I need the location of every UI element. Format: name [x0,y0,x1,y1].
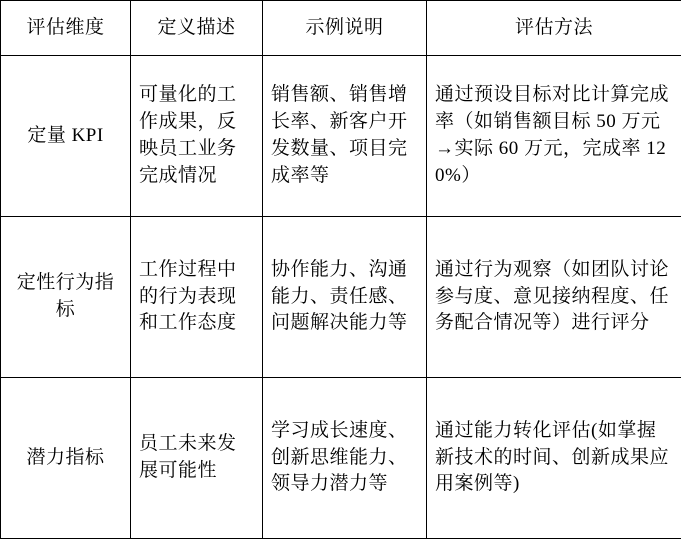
cell-example: 学习成长速度、创新思维能力、领导力潜力等 [263,378,427,539]
column-header-dimension: 评估维度 [1,1,131,56]
table-row [1,56,681,217]
cell-example: 协作能力、沟通能力、责任感、问题解决能力等 [263,217,427,378]
cell-dimension: 潜力指标 [1,378,131,539]
cell-definition: 可量化的工作成果，反映员工业务完成情况 [131,56,263,217]
cell-dimension: 定性行为指标 [1,217,131,378]
column-header-method: 评估方法 [427,1,681,56]
table-body [1,56,681,539]
table-row [1,217,681,378]
table-header-row [1,1,681,56]
cell-dimension: 定量 KPI [1,56,131,217]
cell-example: 销售额、销售增长率、新客户开发数量、项目完成率等 [263,56,427,217]
cell-method: 通过预设目标对比计算完成率（如销售额目标 50 万元→实际 60 万元，完成率 120%） [427,56,681,217]
cell-method: 通过行为观察（如团队讨论参与度、意见接纳程度、任务配合情况等）进行评分 [427,217,681,378]
column-header-example: 示例说明 [263,1,427,56]
cell-definition: 员工未来发展可能性 [131,378,263,539]
table-header [1,1,681,56]
cell-definition: 工作过程中的行为表现和工作态度 [131,217,263,378]
cell-method: 通过能力转化评估(如掌握新技术的时间、创新成果应用案例等) [427,378,681,539]
table-row [1,378,681,539]
column-header-definition: 定义描述 [131,1,263,56]
